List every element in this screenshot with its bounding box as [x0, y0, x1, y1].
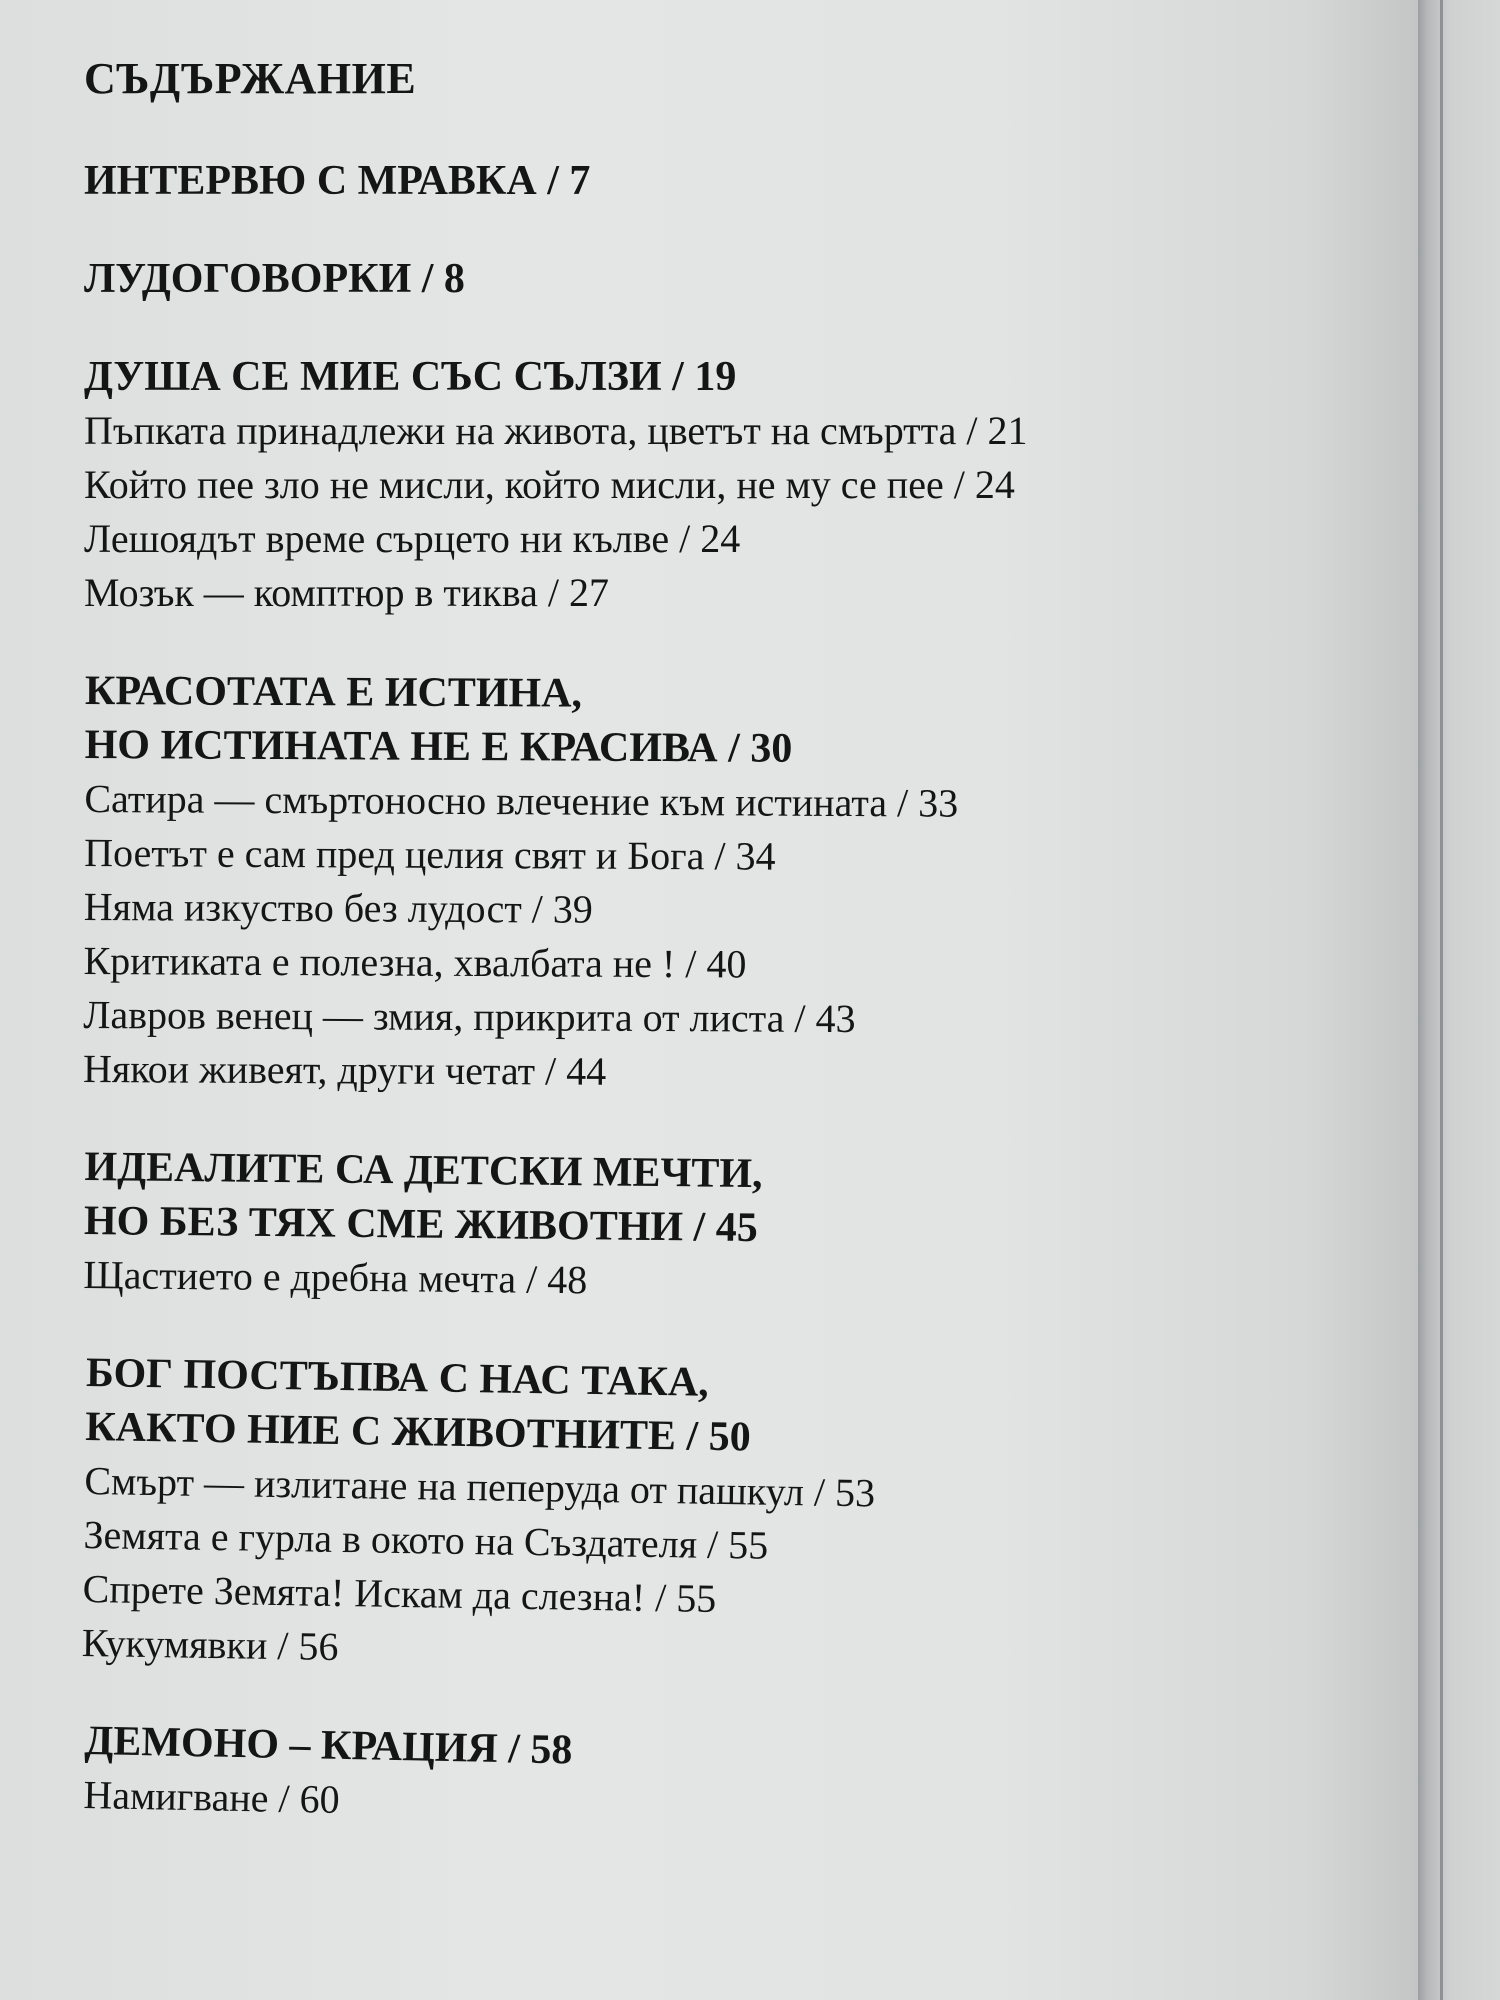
- toc-entry: Няма изкуство без лудост / 39: [83, 883, 593, 932]
- toc-entry: Кукумявки / 56: [81, 1619, 339, 1670]
- toc-entry: Щастието е дребна мечта / 48: [83, 1251, 588, 1303]
- section-heading: [84, 1140, 1365, 1261]
- section-heading-line: БОГ ПОСТЪПВА С НАС ТАКА,: [85, 1350, 710, 1406]
- section-heading: [84, 252, 1364, 306]
- section-heading-line: КРАСОТАТА Е ИСТИНА,: [84, 668, 583, 717]
- section-heading-line: ИДЕАЛИТЕ СА ДЕТСКИ МЕЧТИ,: [84, 1144, 763, 1198]
- toc-entry: Пъпката принадлежи на живота, цветът на смъртта / 21: [84, 408, 1028, 453]
- section-heading: [84, 350, 1364, 404]
- toc-entry: Смърт — излитане на пеперуда от пашкул / 53: [84, 1458, 876, 1516]
- section-heading-line: КАКТО НИЕ С ЖИВОТНИТЕ / 50: [84, 1404, 752, 1461]
- section-heading-line: НО БЕЗ ТЯХ СМЕ ЖИВОТНИ / 45: [83, 1198, 758, 1252]
- section-heading: [84, 154, 1364, 208]
- toc-entry: Лавров венец — змия, прикрита от листа / 43: [83, 991, 856, 1042]
- book-gutter: [1418, 0, 1500, 2000]
- toc-entry: Който пее зло не мисли, който мисли, не му се пее / 24: [84, 462, 1015, 507]
- toc-section: [84, 252, 1364, 306]
- section-heading: [85, 664, 1366, 779]
- section-heading: [85, 1346, 1367, 1474]
- toc-entry: Критиката е полезна, хвалбата не ! / 40: [83, 937, 747, 987]
- toc-section: [84, 350, 1364, 620]
- toc-entry: Лешоядът време сърцето ни кълве / 24: [84, 516, 741, 561]
- page-edge: [1440, 0, 1443, 2000]
- toc-section: [83, 1140, 1365, 1315]
- toc-entry: Мозък — комптюр в тиква / 27: [84, 570, 609, 615]
- section-heading-line: НО ИСТИНАТА НЕ Е КРАСИВА / 30: [84, 722, 793, 772]
- table-of-contents: [81, 48, 1364, 1866]
- toc-entry: Поетът е сам пред целия свят и Бога / 34: [84, 830, 776, 879]
- toc-entry: Някои живеят, други четат / 44: [82, 1045, 607, 1094]
- toc-section: [81, 1346, 1366, 1690]
- toc-title: СЪДЪРЖАНИЕ: [84, 54, 417, 103]
- toc-entry: Намигване / 60: [83, 1771, 341, 1822]
- toc-entry: Спрете Земята! Искам да слезна! / 55: [82, 1565, 717, 1621]
- section-heading-line: ДЕМОНО – КРАЦИЯ / 58: [84, 1718, 573, 1774]
- toc-entry: Сатира — смъртоносно влечение към истината / 33: [84, 776, 959, 826]
- section-heading-line: ИНТЕРВЮ С МРАВКА / 7: [84, 158, 591, 204]
- toc-section: [83, 664, 1365, 1103]
- toc-section: [84, 154, 1364, 208]
- toc-entry: Земята е гурла в окото на Създателя / 55: [83, 1511, 769, 1568]
- toc-section: [83, 1714, 1365, 1847]
- section-heading-line: ДУША СЕ МИЕ СЪС СЪЛЗИ / 19: [84, 354, 737, 400]
- section-heading-line: ЛУДОГОВОРКИ / 8: [84, 256, 465, 302]
